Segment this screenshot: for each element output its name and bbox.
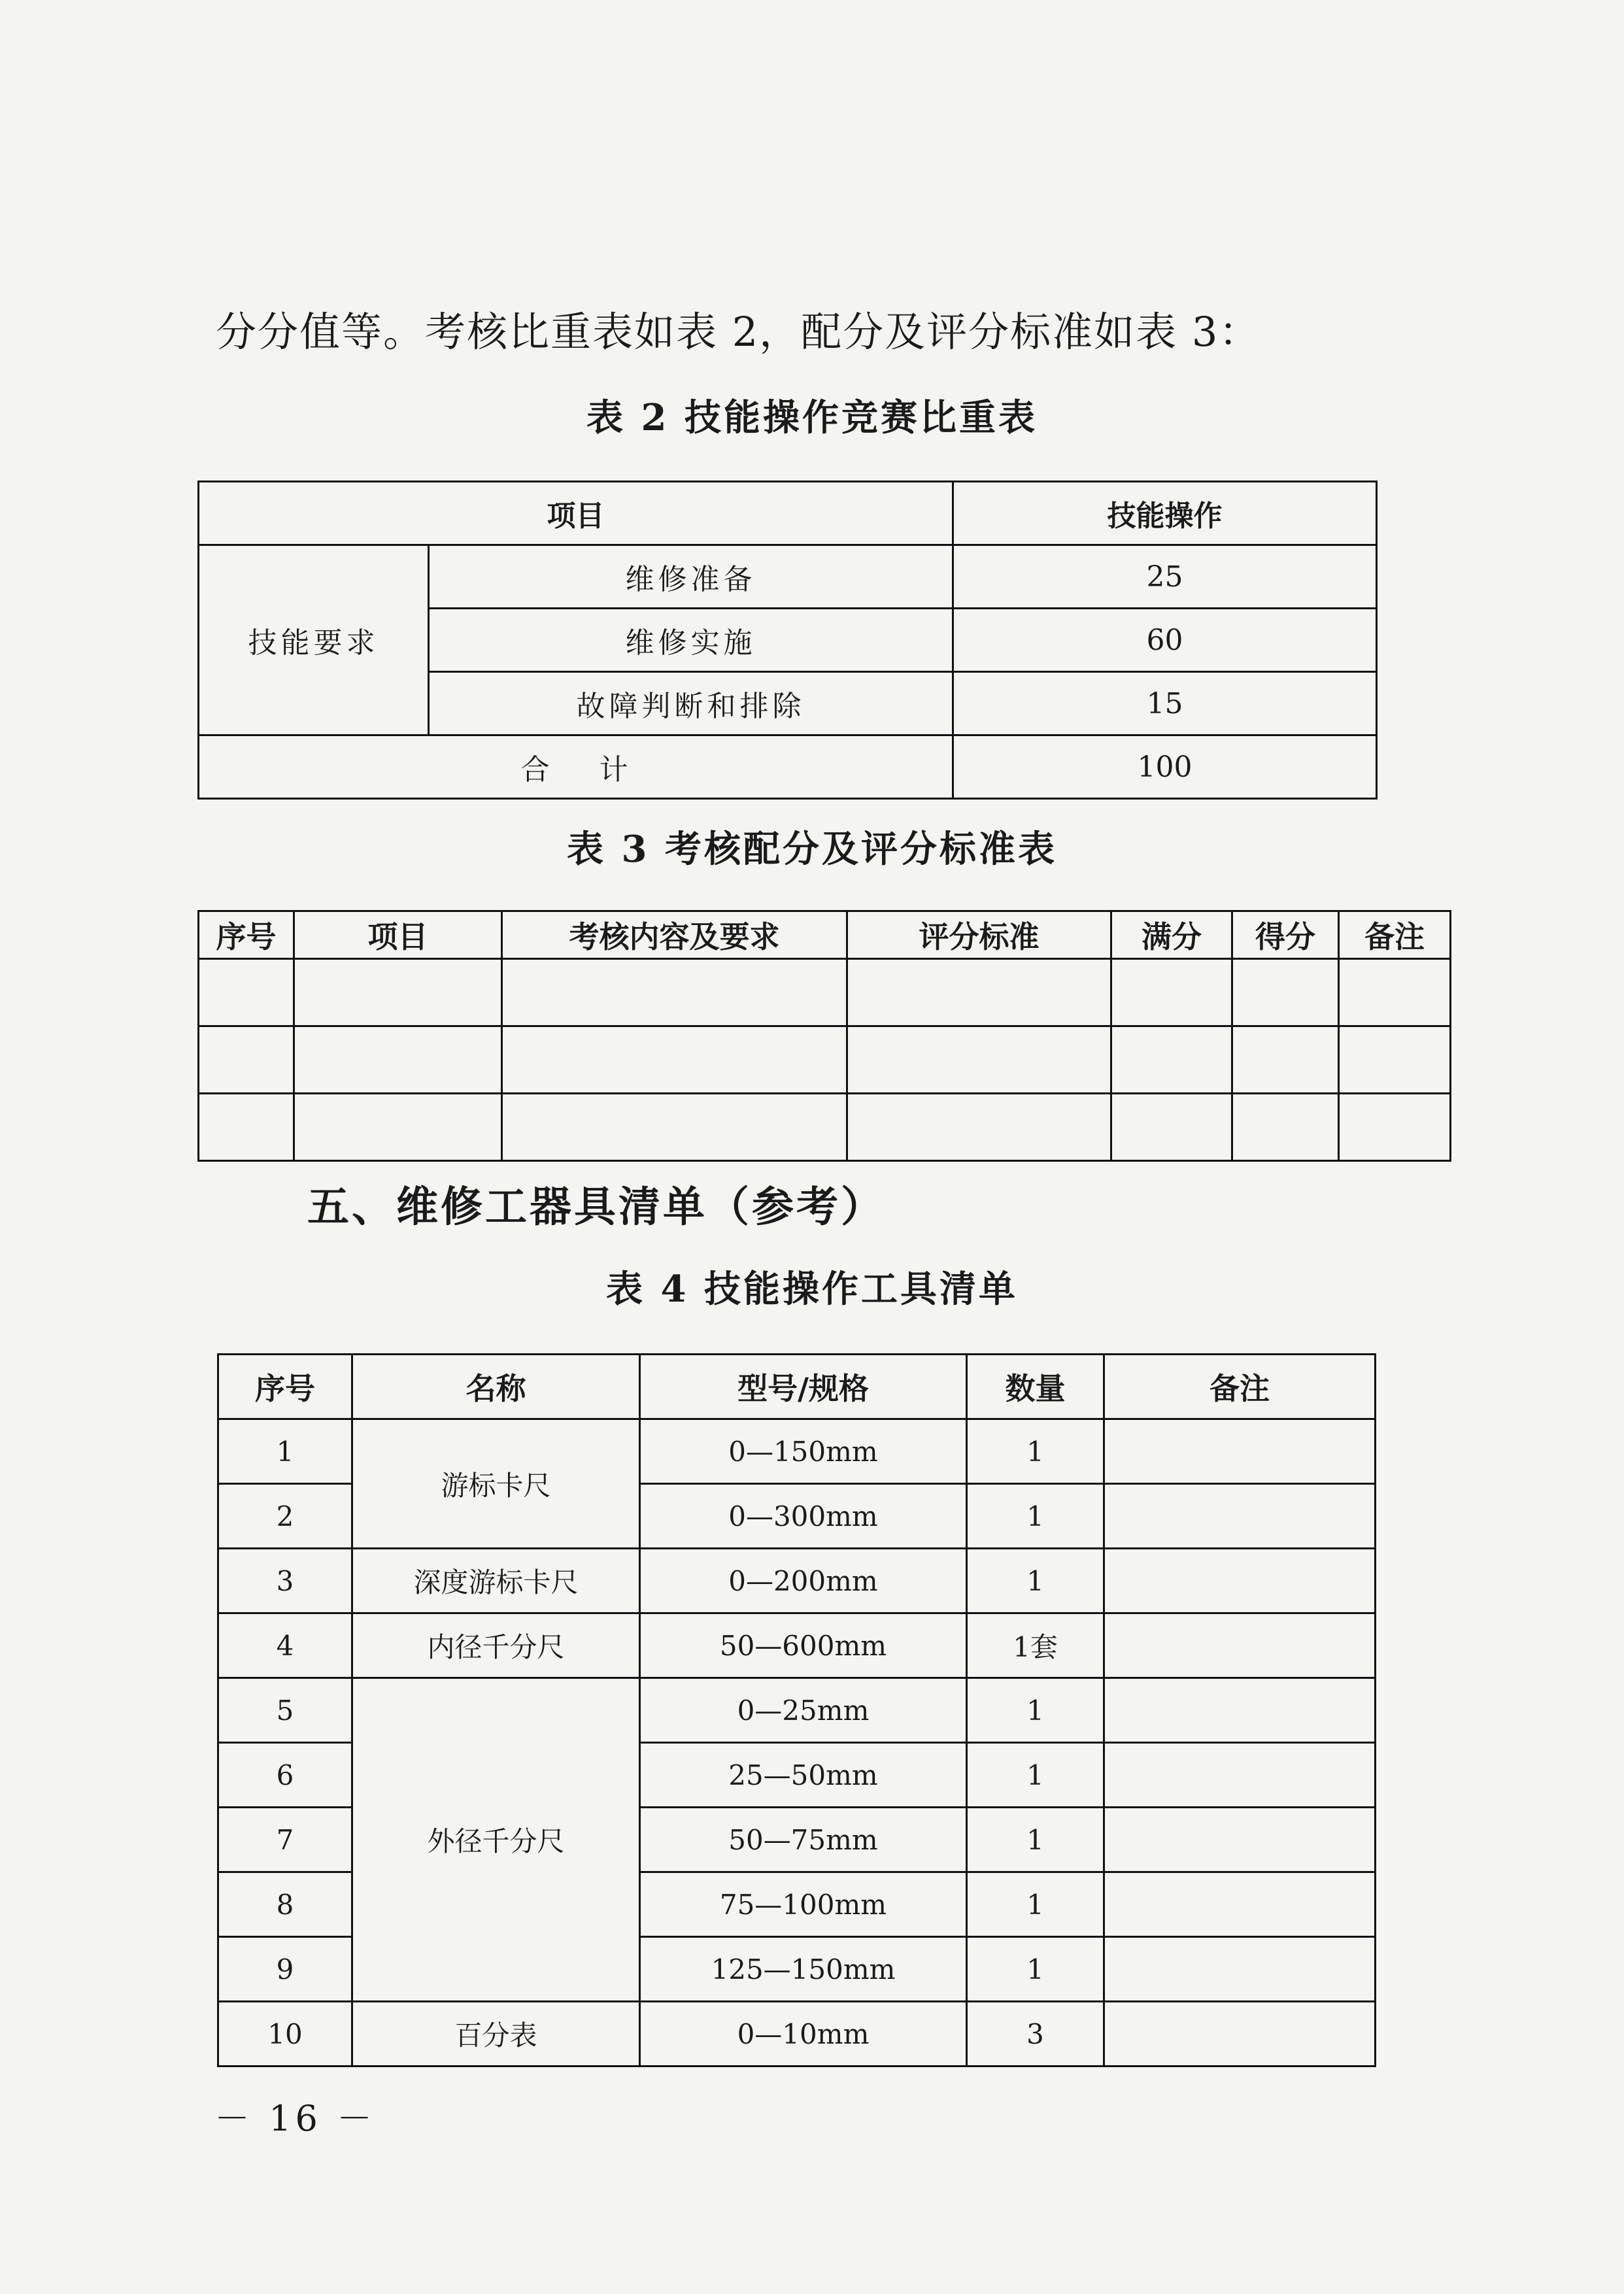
table-row xyxy=(199,545,1377,609)
table-header-row xyxy=(199,911,1451,959)
row-no: 4 xyxy=(218,1613,352,1678)
row-name: 维修实施 xyxy=(429,609,953,672)
row-no: 1 xyxy=(218,1419,352,1484)
row-name: 维修准备 xyxy=(429,545,953,609)
header-skill: 技能操作 xyxy=(953,482,1377,545)
row-remark xyxy=(1104,1743,1376,1808)
total-row xyxy=(199,735,1377,799)
row-spec: 75—100mm xyxy=(640,1872,967,1937)
page-number: － 16 － xyxy=(214,2098,377,2139)
header-content: 考核内容及要求 xyxy=(502,911,847,959)
table3-caption: 表 3 考核配分及评分标准表 xyxy=(567,828,1057,871)
intro-paragraph: 分分值等。考核比重表如表 2，配分及评分标准如表 3： xyxy=(216,308,1261,356)
row-remark xyxy=(1104,1613,1376,1678)
row-remark xyxy=(1104,1808,1376,1872)
header-no: 序号 xyxy=(218,1355,352,1419)
row-remark xyxy=(1104,1484,1376,1549)
row-spec: 0—150mm xyxy=(640,1419,967,1484)
table4-caption: 表 4 技能操作工具清单 xyxy=(606,1268,1018,1311)
row-name: 游标卡尺 xyxy=(352,1419,640,1549)
row-name: 外径千分尺 xyxy=(352,1678,640,2002)
header-remark: 备注 xyxy=(1104,1355,1376,1419)
row-qty: 1 xyxy=(967,1808,1104,1872)
row-no: 5 xyxy=(218,1678,352,1743)
total-label: 合 计 xyxy=(199,735,953,799)
table-row xyxy=(199,1094,1451,1161)
row-spec: 0—200mm xyxy=(640,1549,967,1613)
header-criteria: 评分标准 xyxy=(847,911,1111,959)
row-qty: 1 xyxy=(967,1743,1104,1808)
header-spec: 型号/规格 xyxy=(640,1355,967,1419)
table-header-row xyxy=(218,1355,1376,1419)
row-no: 9 xyxy=(218,1937,352,2002)
row-qty: 1 xyxy=(967,1549,1104,1613)
header-qty: 数量 xyxy=(967,1355,1104,1419)
total-value: 100 xyxy=(953,735,1377,799)
row-spec: 125—150mm xyxy=(640,1937,967,2002)
table-row xyxy=(218,1549,1376,1613)
row-qty: 1 xyxy=(967,1678,1104,1743)
table2-caption: 表 2 技能操作竞赛比重表 xyxy=(586,396,1038,439)
tool-list-table xyxy=(217,1353,1376,2067)
table-row xyxy=(218,1678,1376,1743)
row-spec: 25—50mm xyxy=(640,1743,967,1808)
row-qty: 1 xyxy=(967,1937,1104,2002)
group-label: 技能要求 xyxy=(199,545,429,735)
table-row xyxy=(218,1419,1376,1484)
row-name: 内径千分尺 xyxy=(352,1613,640,1678)
row-no: 10 xyxy=(218,2002,352,2066)
row-no: 2 xyxy=(218,1484,352,1549)
row-name: 百分表 xyxy=(352,2002,640,2066)
row-spec: 50—75mm xyxy=(640,1808,967,1872)
row-remark xyxy=(1104,2002,1376,2066)
header-item: 项目 xyxy=(199,482,953,545)
row-remark xyxy=(1104,1678,1376,1743)
section-heading: 五、维修工器具清单（参考） xyxy=(307,1183,885,1232)
row-value: 25 xyxy=(953,545,1377,609)
row-spec: 50—600mm xyxy=(640,1613,967,1678)
table-row xyxy=(199,1026,1451,1094)
table-header-row xyxy=(199,482,1377,545)
header-score: 得分 xyxy=(1232,911,1339,959)
row-qty: 1 xyxy=(967,1484,1104,1549)
row-remark xyxy=(1104,1549,1376,1613)
row-name: 深度游标卡尺 xyxy=(352,1549,640,1613)
header-remark: 备注 xyxy=(1339,911,1451,959)
row-value: 15 xyxy=(953,672,1377,735)
row-qty: 1 xyxy=(967,1419,1104,1484)
table-row xyxy=(218,2002,1376,2066)
header-name: 名称 xyxy=(352,1355,640,1419)
row-remark xyxy=(1104,1937,1376,2002)
row-no: 6 xyxy=(218,1743,352,1808)
header-full-score: 满分 xyxy=(1111,911,1232,959)
row-remark xyxy=(1104,1419,1376,1484)
row-qty: 1套 xyxy=(967,1613,1104,1678)
row-spec: 0—10mm xyxy=(640,2002,967,2066)
row-remark xyxy=(1104,1872,1376,1937)
table-row xyxy=(218,1613,1376,1678)
row-name: 故障判断和排除 xyxy=(429,672,953,735)
row-qty: 3 xyxy=(967,2002,1104,2066)
row-spec: 0—25mm xyxy=(640,1678,967,1743)
scoring-table xyxy=(197,910,1451,1162)
row-no: 3 xyxy=(218,1549,352,1613)
row-no: 7 xyxy=(218,1808,352,1872)
row-qty: 1 xyxy=(967,1872,1104,1937)
row-spec: 0—300mm xyxy=(640,1484,967,1549)
table-row xyxy=(199,959,1451,1026)
header-item: 项目 xyxy=(294,911,502,959)
row-no: 8 xyxy=(218,1872,352,1937)
row-value: 60 xyxy=(953,609,1377,672)
weight-table xyxy=(197,481,1378,800)
header-no: 序号 xyxy=(199,911,294,959)
